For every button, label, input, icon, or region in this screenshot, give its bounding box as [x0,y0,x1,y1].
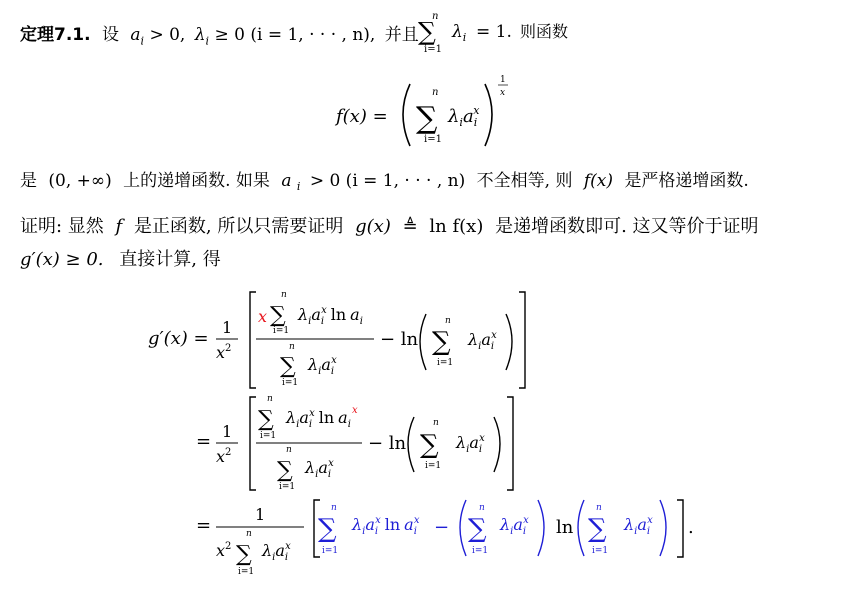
proof-2b: 直接计算, 得 [119,249,221,270]
eq3: = [196,515,212,536]
d1-t1: $\lambda_ia_ix$ $\ln a_i$ [298,305,363,327]
d1-red-x: x [258,307,268,326]
d1-ns1: n [281,290,287,300]
d2-ns1: n [267,394,273,404]
concl-1: 是 [20,171,37,191]
cond-a-rel: > 0, [149,25,186,45]
conclusion-line [20,171,749,195]
proof-1a: 证明: 显然 [20,216,104,237]
d3-sum1: ∑ [318,514,337,544]
concl-cond: a [281,171,292,191]
main-sum-bottom: i=1 [424,134,442,145]
d2-sum3: ∑ [420,430,439,460]
gprime: g′(x) = [148,328,209,349]
d3-t2: $\lambda_ia_ix$ [500,515,529,537]
sum-lambda: $\lambda_i$ [452,22,467,44]
eq2: = [196,431,212,452]
main-lhs: f(x) = [336,106,388,127]
proof-1g: g(x) [355,216,391,237]
d2-ns3: n [433,418,439,428]
d3-den-i: i=1 [238,567,255,577]
d3-blue-group [318,500,666,556]
proof-2g: g′(x) ≥ 0. [20,249,104,270]
d1-is3: i=1 [437,358,454,368]
d3-lp1 [460,500,466,556]
d3-t1: $\lambda_ia_ix$ $\ln a_ix$ [352,515,420,537]
concl-fx: f(x) [583,171,614,191]
concl-2: 上的递增函数. 如果 [123,171,270,191]
d2-is1: i=1 [260,431,277,441]
exp-den: x [500,88,506,98]
d2-red-x: x [352,405,358,416]
d1-lp [420,314,426,370]
proof-line-2 [20,249,221,270]
d2-ns2: n [286,445,292,455]
d1-is1: i=1 [273,326,290,336]
d2-sum1: ∑ [258,407,274,432]
d2-num: 1 [222,422,233,441]
cond-a-sub: i [140,34,145,48]
cond-a: a [130,25,141,45]
d3-sum3: ∑ [588,514,607,544]
d1-t2: $\lambda_ia_ix$ [308,355,337,377]
d1-sum1: ∑ [270,303,286,328]
theorem-label: 定理7.1. [20,25,91,45]
concl-cond-rel: > 0 (i = 1, · · · , n) [309,171,466,191]
cond-lambda-rel: ≥ 0 [214,25,245,45]
d3-sum2: ∑ [468,514,487,544]
proof-1f: f [115,216,123,237]
d1-is2: i=1 [282,378,299,388]
d3-rp2 [660,500,666,556]
proof-1def: ≜ [402,216,418,237]
d2-t1: $\lambda_ia_ix$ $\ln a_i$ [286,408,351,430]
sum-bottom: i=1 [424,44,442,55]
sum-rhs: = 1. [476,22,512,42]
proof-1b: 是正函数, 所以只需要证明 [133,216,344,237]
and-text: 并且 [384,25,419,45]
d3-ns1: n [331,503,337,513]
proof-1ln: ln f(x) [429,216,484,237]
d1-ns3: n [445,316,451,326]
d3-is2: i=1 [472,546,489,556]
main-term: $\lambda_ia_ix$ [448,104,480,129]
main-sum-top: n [432,87,439,98]
cond-lambda: λ [194,25,206,45]
concl-4: 是严格递增函数. [624,171,749,191]
proof-line-1 [20,216,759,237]
concl-cond-sub: i [296,180,301,193]
d3-is1: i=1 [322,546,339,556]
d1-num: 1 [222,318,233,337]
d1-lbracket [250,292,256,388]
d1-minus-ln: − ln [380,329,419,350]
d3-den-sum: ∑ [236,542,252,567]
d2-den: $x^2$ [216,447,232,466]
sum-sign: ∑ [418,17,436,46]
proof-1c: 是递增函数即可. 这又等价于证明 [495,216,759,237]
d3-rbracket [677,500,683,557]
d3-den-n: n [246,529,252,539]
exp-num: 1 [500,75,506,85]
d3-ln: ln [556,517,574,538]
d2-lp [408,417,414,472]
d3-t3: $\lambda_ia_ix$ [624,515,653,537]
d3-rp1 [538,500,544,556]
d2-is2: i=1 [279,482,296,492]
d1-t3: $\lambda_ia_ix$ [468,330,497,352]
d3-num: 1 [255,505,266,524]
d1-den: $x^2$ [216,343,232,362]
d3-den-term: $\lambda_ia_ix$ [262,541,291,563]
d2-rp [494,417,500,472]
d1-sum2: ∑ [280,354,296,379]
d1-sum3: ∑ [432,327,451,357]
d3-period: . [688,517,694,538]
d3-den-x: $x^2$ [216,541,232,560]
d2-lbracket [250,397,256,490]
concl-3: 不全相等, 则 [476,171,573,191]
sum-top: n [432,11,439,22]
d3-ns2: n [479,503,485,513]
d2-rbracket [507,397,513,490]
d3-is3: i=1 [592,546,609,556]
d1-rbracket [519,292,525,388]
concl-interval: (0, +∞) [48,171,112,191]
main-lparen [403,84,410,146]
cond-lambda-sub: i [205,34,210,48]
d1-rp [506,314,512,370]
d2-minus-ln: − ln [368,433,407,454]
d2-is3: i=1 [425,461,442,471]
d2-sum2: ∑ [277,458,293,483]
then-text: 则函数 [520,22,569,41]
d1-ns2: n [289,342,295,352]
d2-t2: $\lambda_ia_ix$ [305,458,334,480]
d3-minus: − [434,517,450,538]
main-rparen [485,84,492,146]
index-range: (i = 1, · · · , n), [250,25,376,45]
d3-ns3: n [596,503,602,513]
d3-lp2 [578,500,584,556]
main-sum-sign: ∑ [416,101,438,136]
theorem-intro: 设 [101,25,119,45]
d2-t3: $\lambda_ia_ix$ [456,433,485,455]
